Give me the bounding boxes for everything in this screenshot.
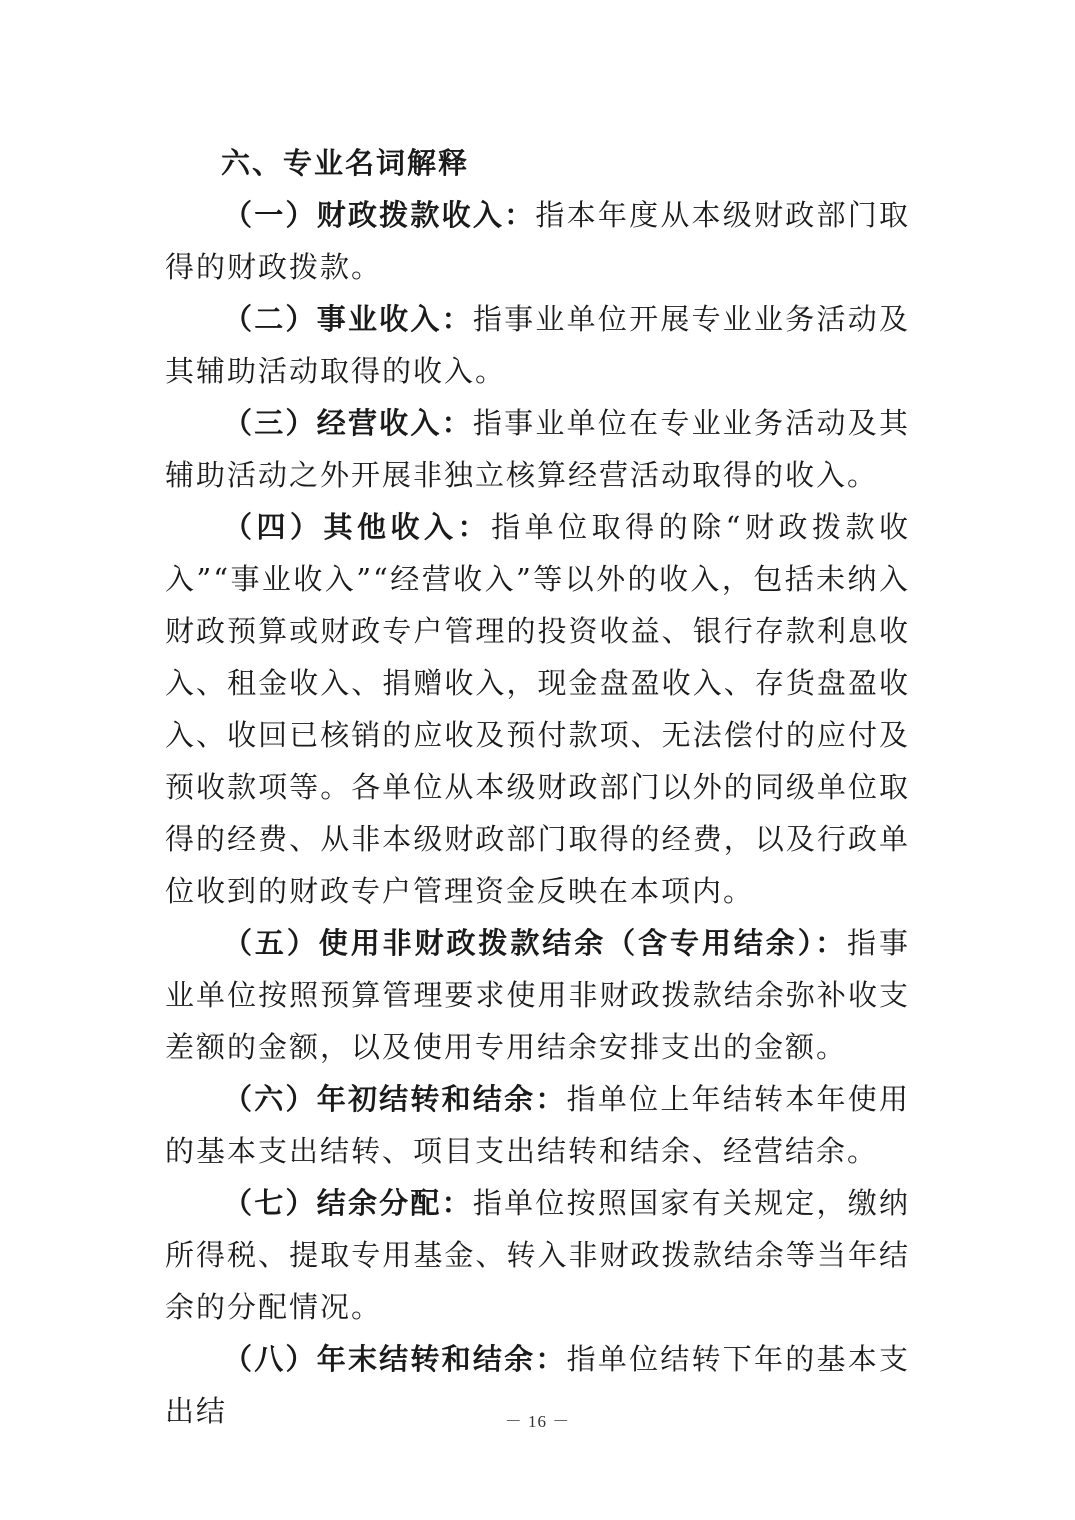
definition-term: （七）结余分配： <box>223 1186 473 1220</box>
definition-text: 指事业单位按照预算管理要求使用非财政拨款结余弥补收支差额的金额，以及使用专用结余安排支出的金额。 <box>165 926 910 1064</box>
definition-text: 指单位上年结转本年使用的基本支出结转、项目支出结转和结余、经营结余。 <box>165 1082 910 1168</box>
definition-text: 指事业单位在专业业务活动及其辅助活动之外开展非独立核算经营活动取得的收入。 <box>165 406 910 492</box>
definition-paragraph-4 <box>165 501 910 917</box>
definition-paragraph-7 <box>165 1177 910 1333</box>
definition-term: （二）事业收入： <box>223 302 473 336</box>
definition-paragraph-3 <box>165 397 910 501</box>
definition-paragraph-1 <box>165 189 910 293</box>
definition-term: （八）年末结转和结余： <box>223 1342 567 1376</box>
definition-paragraph-6 <box>165 1073 910 1177</box>
definition-text: 指事业单位开展专业业务活动及其辅助活动取得的收入。 <box>165 302 910 388</box>
definition-term: （六）年初结转和结余： <box>223 1082 567 1116</box>
definition-term: （五）使用非财政拨款结余（含专用结余）： <box>223 926 848 960</box>
definition-term: （三）经营收入： <box>223 406 473 440</box>
definition-paragraph-5 <box>165 917 910 1073</box>
definition-paragraph-2 <box>165 293 910 397</box>
definition-text: 指单位取得的除“财政拨款收入”“事业收入”“经营收入”等以外的收入，包括未纳入财政预算或财政专户管理的投资收益、银行存款利息收入、租金收入、捐赠收入，现金盘盈收入、存货盘盈收入、收回已核销的应收及预付款项、无法偿付的应付及预收款项等。各单位从本级财政部门以外的同级单位取得的经费、从非本级财政部门取得的经费，以及行政单位收到的财政专户管理资金反映在本项内。 <box>165 510 910 908</box>
definition-term: （一）财政拨款收入： <box>223 198 536 232</box>
section-heading: 六、专业名词解释 <box>221 146 470 180</box>
definition-text: 指单位按照国家有关规定，缴纳所得税、提取专用基金、转入非财政拨款结余等当年结余的分配情况。 <box>165 1186 910 1324</box>
page-body <box>165 137 910 1437</box>
page-number: － 16 － <box>504 1412 571 1431</box>
definition-text: 指单位结转下年的基本支出结 <box>165 1342 910 1428</box>
definition-text: 指本年度从本级财政部门取得的财政拨款。 <box>165 198 910 284</box>
definition-term: （四）其他收入： <box>223 510 492 544</box>
